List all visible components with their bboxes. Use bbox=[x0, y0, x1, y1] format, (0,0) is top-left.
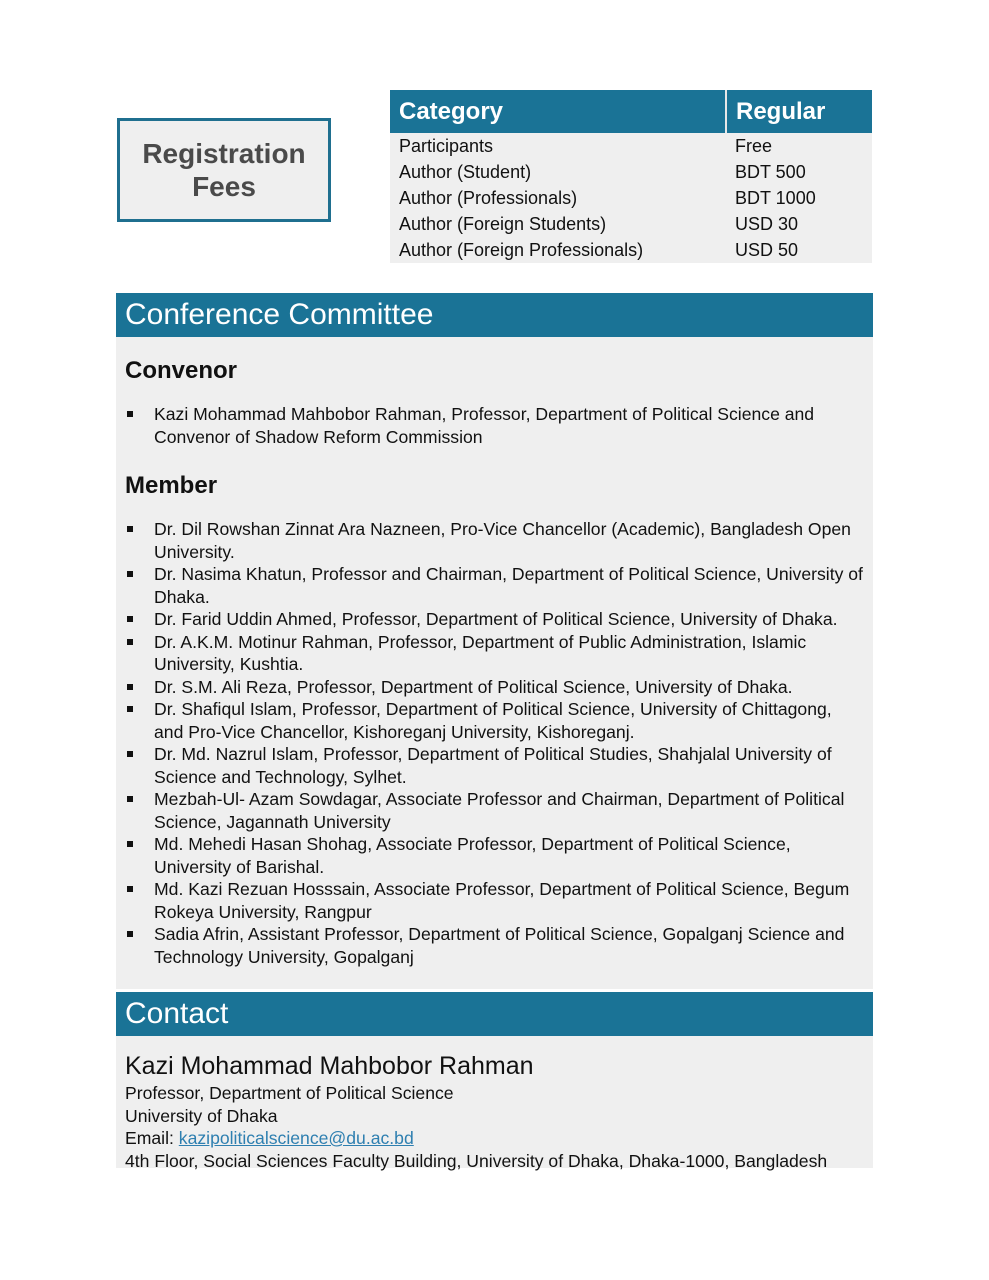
fees-category: Author (Student) bbox=[399, 162, 532, 182]
list-item: Dr. Dil Rowshan Zinnat Ara Nazneen, Pro-Vice Chancellor (Academic), Bangladesh Open University. bbox=[116, 518, 873, 563]
list-item: Dr. Farid Uddin Ahmed, Professor, Department of Political Science, University of Dhaka. bbox=[116, 608, 873, 631]
list-item: Sadia Afrin, Assistant Professor, Department of Political Science, Gopalganj Science and Technology University, Gopalganj bbox=[116, 923, 873, 968]
convenor-title: Convenor bbox=[125, 357, 238, 384]
table-row bbox=[390, 185, 872, 211]
fees-header-category: Category bbox=[390, 90, 726, 133]
registration-title-line2: Fees bbox=[192, 171, 256, 202]
fees-category: Author (Foreign Professionals) bbox=[399, 240, 644, 260]
list-item: Md. Kazi Rezuan Hosssain, Associate Professor, Department of Political Science, Begum Rokeya University, Rangpur bbox=[116, 878, 873, 923]
list-item: Dr. Nasima Khatun, Professor and Chairman, Department of Political Science, University of Dhaka. bbox=[116, 563, 873, 608]
fees-category: Participants bbox=[399, 136, 494, 156]
list-item: Dr. Shafiqul Islam, Professor, Department of Political Science, University of Chittagong, and Pro-Vice Chancellor, Kishoreganj University, Kishoreganj. bbox=[116, 698, 873, 743]
committee-heading: Conference Committee bbox=[116, 293, 873, 337]
registration-title-line1: Registration bbox=[142, 138, 306, 169]
list-item: Dr. A.K.M. Motinur Rahman, Professor, Department of Public Administration, Islamic University, Kushtia. bbox=[116, 631, 873, 676]
contact-heading: Contact bbox=[116, 992, 873, 1036]
email-label: Email: bbox=[125, 1128, 179, 1148]
contact-address: 4th Floor, Social Sciences Faculty Building, University of Dhaka, Dhaka-1000, Bangladesh bbox=[125, 1150, 828, 1171]
member-title: Member bbox=[125, 472, 218, 499]
convenor-list bbox=[116, 403, 873, 448]
registration-fees-box bbox=[117, 118, 331, 222]
list-item: Kazi Mohammad Mahbobor Rahman, Professor, Department of Political Science and Convenor of Shadow Reform Commission bbox=[116, 403, 873, 448]
table-row bbox=[390, 211, 872, 237]
fees-amount: USD 50 bbox=[735, 240, 799, 260]
table-row bbox=[390, 159, 872, 185]
conference-committee-section bbox=[116, 293, 873, 989]
fees-amount: Free bbox=[735, 136, 773, 156]
contact-university: University of Dhaka bbox=[125, 1105, 278, 1126]
fees-amount: BDT 500 bbox=[735, 162, 806, 182]
fees-amount: USD 30 bbox=[735, 214, 799, 234]
fees-category: Author (Professionals) bbox=[399, 188, 578, 208]
table-row bbox=[390, 237, 872, 263]
list-item: Dr. Md. Nazrul Islam, Professor, Department of Political Studies, Shahjalal University of Science and Technology, Sylhet. bbox=[116, 743, 873, 788]
fees-category: Author (Foreign Students) bbox=[399, 214, 607, 234]
list-item: Dr. S.M. Ali Reza, Professor, Department of Political Science, University of Dhaka. bbox=[116, 676, 873, 699]
list-item: Md. Mehedi Hasan Shohag, Associate Professor, Department of Political Science, University of Barishal. bbox=[116, 833, 873, 878]
member-list bbox=[116, 518, 873, 968]
fees-amount: BDT 1000 bbox=[735, 188, 816, 208]
contact-position: Professor, Department of Political Science bbox=[125, 1083, 454, 1103]
contact-email-line bbox=[125, 1127, 873, 1150]
fees-table bbox=[390, 90, 872, 263]
list-item: Mezbah-Ul- Azam Sowdagar, Associate Professor and Chairman, Department of Political Science, Jagannath University bbox=[116, 788, 873, 833]
table-row bbox=[390, 133, 872, 159]
fees-header-regular: Regular bbox=[726, 90, 872, 133]
contact-section bbox=[116, 992, 873, 1171]
email-link[interactable]: kazipoliticalscience@du.ac.bd bbox=[178, 1128, 414, 1148]
contact-name: Kazi Mohammad Mahbobor Rahman bbox=[125, 1052, 534, 1080]
